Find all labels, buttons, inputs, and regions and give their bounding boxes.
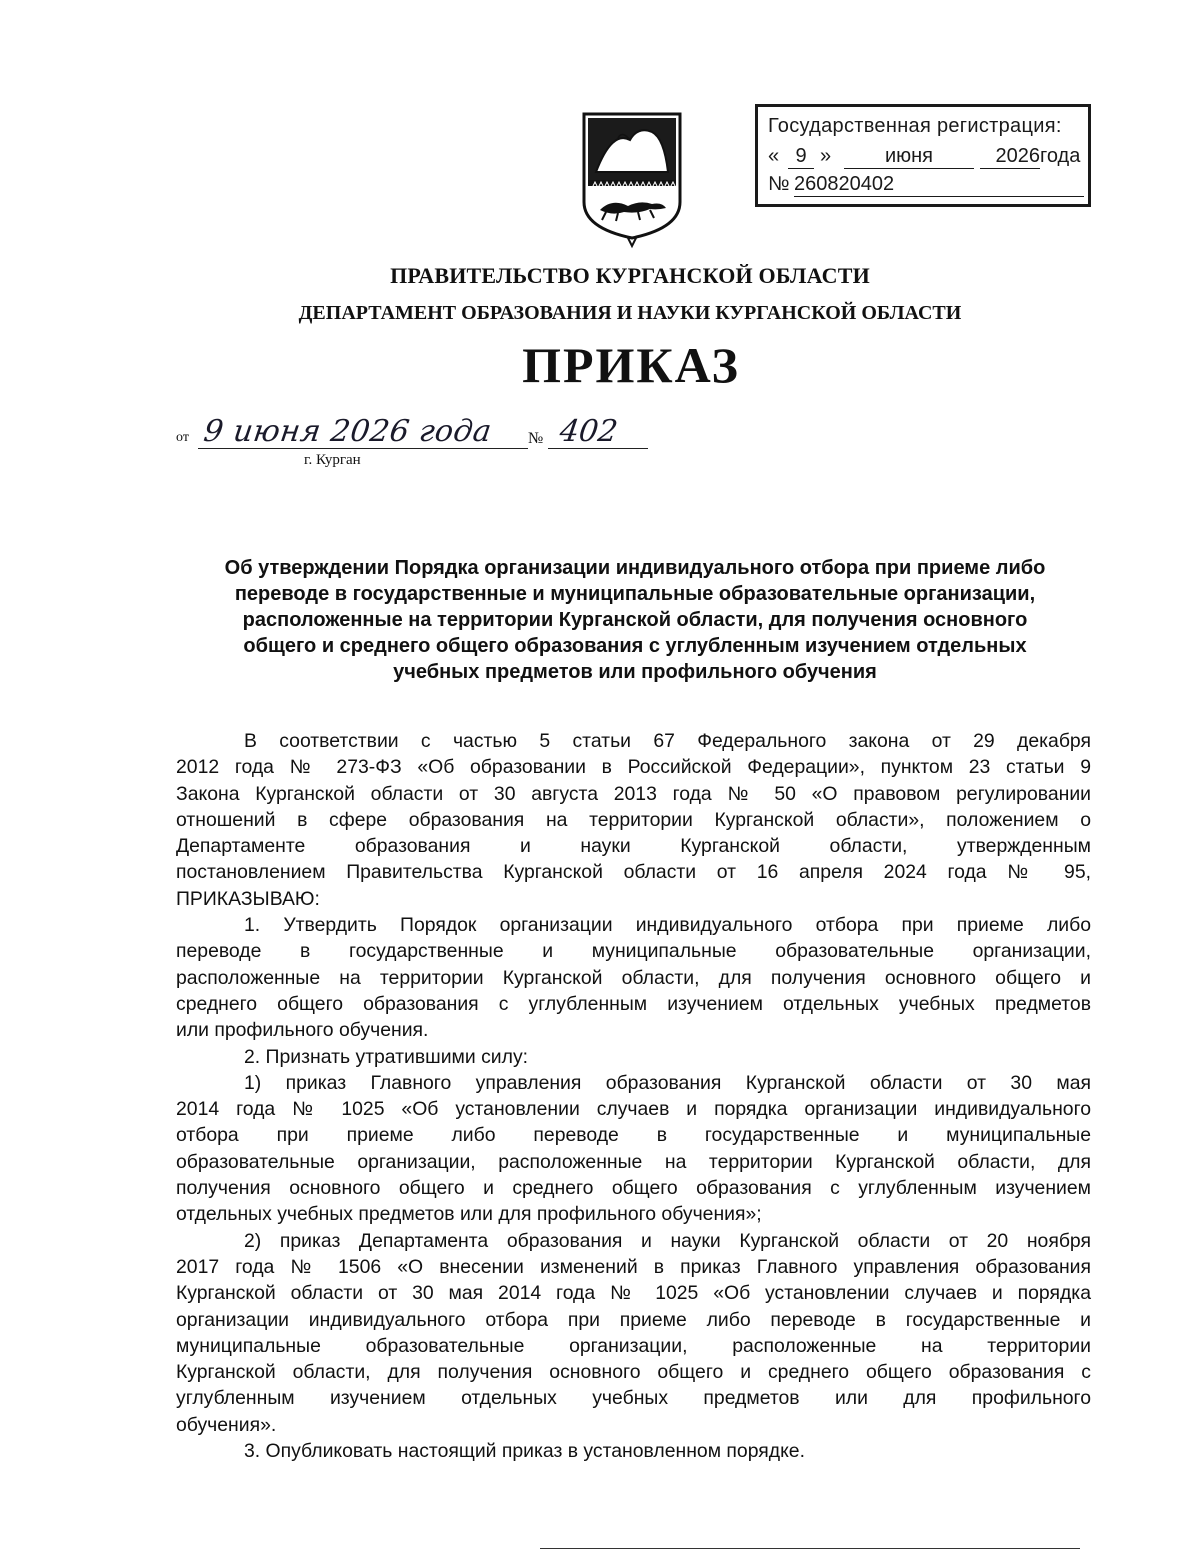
body-line: 2014 года № 1025 «Об установлении случаев и порядка организации индивидуального <box>176 1098 1091 1121</box>
department-heading: ДЕПАРТАМЕНТ ОБРАЗОВАНИЯ И НАУКИ КУРГАНСКОЙ ОБЛАСТИ <box>298 302 962 324</box>
body-line: постановлением Правительства Курганской области от 16 апреля 2024 года № 95, <box>176 861 1091 884</box>
registration-stamp <box>755 104 1091 207</box>
order-subject <box>170 555 1100 685</box>
city-label: г. Курган <box>304 452 361 468</box>
body-line: 3. Опубликовать настоящий приказ в установленном порядке. <box>244 1440 805 1463</box>
handwritten-date: 9 июня 2026 года <box>201 414 494 449</box>
body-line: В соответствии с частью 5 статьи 67 Федерального закона от 29 декабря <box>244 730 1091 752</box>
body-line: 2) приказ Департамента образования и науки Курганской области от 20 ноября <box>244 1229 1091 1252</box>
body-line: или профильного обучения. <box>176 1019 429 1042</box>
body-line: обучения». <box>176 1413 277 1436</box>
registration-number: 260820402 <box>794 173 1084 197</box>
registration-number-label: № <box>768 173 790 195</box>
body-line: расположенные на территории Курганской области, для получения основного общего и <box>176 966 1091 989</box>
body-line: 2017 года № 1506 «О внесении изменений в приказ Главного управления образования <box>176 1255 1091 1278</box>
subject-line: переводе в государственные и муниципальные образовательные организации, <box>234 583 1036 605</box>
subject-line: расположенные на территории Курганской области, для получения основного <box>242 609 1028 631</box>
body-line: переводе в государственные и муниципальные образовательные организации, <box>176 940 1091 963</box>
registration-day-open: « <box>768 145 780 167</box>
order-body <box>176 728 1091 1464</box>
body-line: среднего общего образования с углубленным изучением отдельных учебных предметов <box>176 992 1091 1015</box>
registration-year: 2026 <box>980 145 1040 169</box>
registration-day: 9 <box>788 145 814 169</box>
handwritten-order-number: 402 <box>557 414 620 449</box>
subject-line: общего и среднего общего образования с углубленным изучением отдельных <box>243 635 1027 657</box>
registration-title: Государственная регистрация: <box>768 115 1062 137</box>
body-line: муниципальные образовательные организации, расположенные на территории <box>176 1334 1091 1357</box>
number-label: № <box>528 430 544 447</box>
body-line: отбора при приеме либо переводе в государственные и муниципальные <box>176 1124 1091 1147</box>
body-line: получения основного общего и среднего общего образования с углубленным изучением <box>176 1177 1091 1200</box>
body-line: 1) приказ Главного управления образования Курганской области от 30 мая <box>244 1071 1091 1094</box>
government-heading: ПРАВИТЕЛЬСТВО КУРГАНСКОЙ ОБЛАСТИ <box>390 263 870 288</box>
registration-month: июня <box>844 145 974 169</box>
bottom-divider <box>540 1548 1080 1549</box>
registration-date-row <box>768 145 1088 171</box>
order-title: ПРИКАЗ <box>522 337 740 393</box>
from-label: от <box>176 430 189 445</box>
body-line: Департаменте образования и науки Курганской области, утвержденным <box>176 835 1091 858</box>
subject-line: Об утверждении Порядка организации индивидуального отбора при приеме либо <box>224 557 1046 579</box>
body-line: Закона Курганской области от 30 августа 2013 года № 50 «О правовом регулировании <box>176 782 1091 805</box>
body-line: Курганской области, для получения основного общего и среднего общего образования с <box>176 1361 1091 1384</box>
body-line: отдельных учебных предметов или для профильного обучения»; <box>176 1203 762 1226</box>
body-line: отношений в сфере образования на территории Курганской области», положением о <box>176 808 1091 831</box>
coat-of-arms-emblem <box>578 110 686 250</box>
body-line: углубленным изучением отдельных учебных предметов или для профильного <box>176 1387 1091 1410</box>
registration-year-suffix: года <box>1040 145 1081 167</box>
registration-day-close: » <box>820 145 832 167</box>
body-line: 1. Утвердить Порядок организации индивидуального отбора при приеме либо <box>244 914 1091 937</box>
body-line: 2012 года № 273-ФЗ «Об образовании в Российской Федерации», пунктом 23 статьи 9 <box>176 756 1091 779</box>
body-line: 2. Признать утратившими силу: <box>244 1045 529 1068</box>
registration-number-row <box>768 173 1088 199</box>
body-line: Курганской области от 30 мая 2014 года № 1025 «Об установлении случаев и порядка <box>176 1282 1091 1305</box>
body-line: организации индивидуального отбора при приеме либо переводе в государственные и <box>176 1308 1091 1331</box>
subject-line: учебных предметов или профильного обучения <box>393 661 877 683</box>
order-date-line <box>176 412 676 482</box>
body-line: ПРИКАЗЫВАЮ: <box>176 887 320 910</box>
body-line: образовательные организации, расположенные на территории Курганской области, для <box>176 1150 1091 1173</box>
